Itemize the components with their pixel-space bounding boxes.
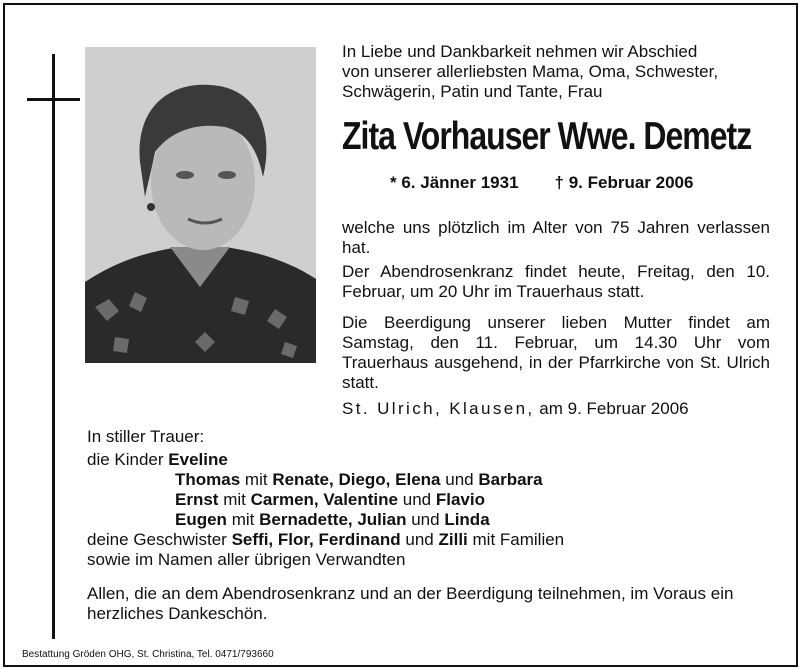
- child-name: Ernst: [175, 490, 219, 509]
- dates: [390, 173, 693, 193]
- paragraph-age: welche uns plötzlich im Alter von 75 Jahren verlassen hat.: [342, 218, 770, 257]
- date: am 9. Februar 2006: [539, 399, 689, 418]
- family-names: Flavio: [435, 490, 485, 509]
- siblings-suffix: mit Familien: [472, 530, 565, 549]
- death-date: † 9. Februar 2006: [554, 173, 694, 192]
- connector: mit: [223, 490, 246, 509]
- mourning-heading: In stiller Trauer:: [87, 427, 205, 446]
- children-line: [87, 450, 228, 470]
- family-names: Carmen, Valentine: [250, 490, 398, 509]
- connector: mit: [231, 510, 255, 529]
- child-name: Eveline: [168, 450, 228, 469]
- child-line: [175, 470, 543, 490]
- paragraph-funeral: Die Beerdigung unserer lieben Mutter findet am Samstag, den 11. Februar, um 14.30 Uhr vom Trauerhaus ausgehend, in der Pfarrkirche von St. Ulrich statt.: [342, 313, 770, 392]
- cross-icon-bar: [27, 98, 80, 101]
- family-names: Linda: [444, 510, 490, 529]
- family-names: Bernadette, Julian: [259, 510, 407, 529]
- siblings-line: [87, 530, 564, 550]
- intro-line: In Liebe und Dankbarkeit nehmen wir Abschied: [342, 42, 698, 61]
- connector: und: [445, 470, 474, 489]
- child-name: Thomas: [175, 470, 241, 489]
- intro-line: von unserer allerliebsten Mama, Oma, Schwester,: [342, 62, 719, 81]
- child-line: [175, 490, 485, 510]
- connector: und: [405, 530, 434, 549]
- sibling-names: Seffi, Flor, Ferdinand: [231, 530, 401, 549]
- intro-line: Schwägerin, Patin und Tante, Frau: [342, 82, 603, 101]
- sibling-names: Zilli: [438, 530, 468, 549]
- place-date: [342, 399, 689, 419]
- funeral-home-footer: Bestattung Gröden OHG, St. Christina, Tel. 0471/793660: [22, 649, 274, 660]
- children-prefix: die Kinder: [87, 450, 164, 469]
- relatives-line: sowie im Namen aller übrigen Verwandten: [87, 550, 406, 569]
- child-name: Eugen: [175, 510, 227, 529]
- family-names: Barbara: [478, 470, 543, 489]
- intro-text: [342, 42, 770, 102]
- child-line: [175, 510, 490, 530]
- place: St. Ulrich, Klausen,: [342, 399, 535, 418]
- closing-thanks: Allen, die an dem Abendrosenkranz und an der Beerdigung teilnehmen, im Voraus ein herzliches Dankeschön.: [87, 584, 734, 623]
- siblings-prefix: deine Geschwister: [87, 530, 227, 549]
- family-names: Renate, Diego, Elena: [272, 470, 441, 489]
- deceased-name: Zita Vorhauser Wwe. Demetz: [342, 115, 752, 158]
- portrait-photo: [85, 47, 316, 363]
- connector: und: [411, 510, 440, 529]
- paragraph-rosary: Der Abendrosenkranz findet heute, Freitag, den 10. Februar, um 20 Uhr im Trauerhaus statt.: [342, 262, 770, 301]
- cross-icon: [52, 54, 55, 639]
- birth-date: * 6. Jänner 1931: [390, 173, 519, 192]
- connector: mit: [244, 470, 268, 489]
- connector: und: [402, 490, 432, 509]
